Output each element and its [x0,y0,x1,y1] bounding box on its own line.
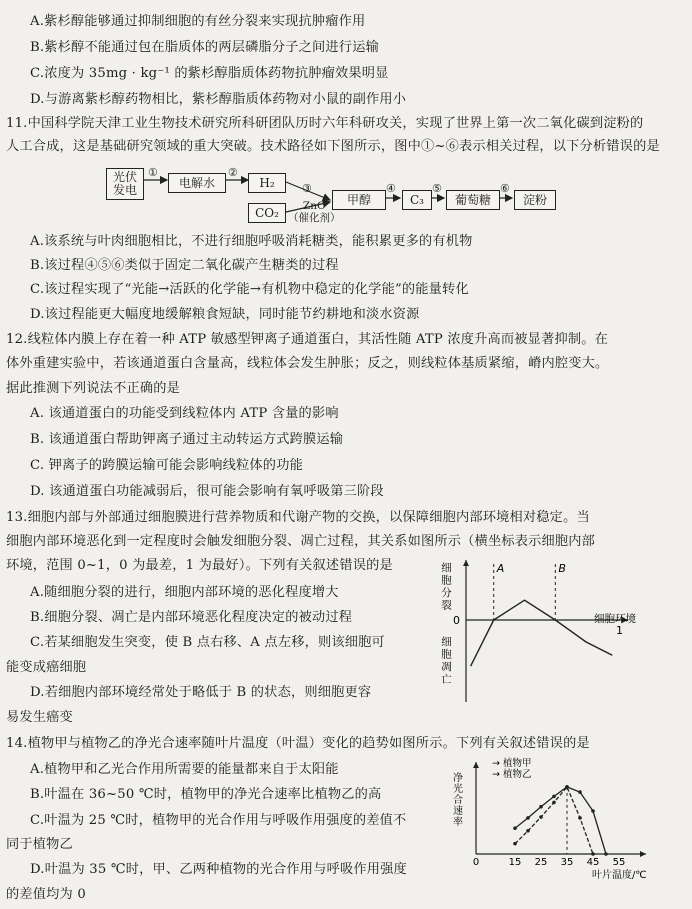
step-3: ③ [302,182,312,195]
point-jia-45 [591,809,595,813]
q10-option-a: A.紫杉醇能够通过抑制细胞的有丝分裂来实现抗肿瘤作用 [30,14,366,29]
catalyst-label: ZnO （催化剂） [288,200,341,224]
series-plant-jia [515,787,606,854]
q14-option-d-line-2: 的差值均为 0 [6,887,86,902]
q14-option-a: A.植物甲和乙光合作用所需要的能量都来自于太阳能 [30,762,339,777]
point-yi-20 [526,829,530,833]
point-yi-15 [513,842,517,846]
y-axis-label: 净光合速率 [450,772,462,827]
q13-chart [426,556,642,706]
point-yi-30 [552,801,556,805]
q10-option-b: B.紫杉醇不能通过包在脂质体的两层磷脂分子之间进行运输 [30,40,379,55]
point-jia-30 [552,795,556,799]
point-jia-20 [526,816,530,820]
q11-option-c: C.该过程实现了“光能→活跃的化学能→有机物中稳定的化学能”的能量转化 [30,282,469,297]
q11-stem-line-1: 11.中国科学院天津工业生物技术研究所科研团队历时六年科研攻关，实现了世界上第一次二氧化碳到淀粉的 [6,116,644,131]
node-h2: H₂ [248,173,286,193]
step-1: ① [148,166,158,179]
node-glucose: 葡萄糖 [446,190,500,210]
q14-chart [452,758,662,882]
q12-stem-line-3: 据此推测下列说法不正确的是 [6,381,181,396]
node-photovoltaic: 光伏 发电 [106,168,144,200]
q14-option-b: B.叶温在 36~50 ℃时，植物甲的净光合速率比植物乙的高 [30,787,382,802]
q12-stem-line-2: 体外重建实验中，若该通道蛋白含量高，线粒体会发生肿胀；反之，则线粒体基质紧缩，嵴内腔变大。 [6,356,609,371]
q14-option-d-line-1: D.叶温为 35 ℃时，甲、乙两种植物的光合作用与呼吸作用强度 [30,862,407,877]
node-methanol: 甲醇 [332,190,386,210]
q13-curve [471,600,613,666]
node-starch: 淀粉 [514,190,556,210]
node-electrolysis: 电解水 [168,173,226,193]
point-b-label: B [558,562,566,575]
legend-yi: → 植物乙 [492,769,532,780]
q10-option-d: D.与游离紫杉醇药物相比，紫杉醇脂质体药物对小鼠的副作用小 [30,92,407,107]
step-6: ⑥ [500,182,510,195]
point-jia-25 [539,805,543,809]
y-axis-arrow [473,762,479,768]
legend-jia: → 植物甲 [492,758,532,769]
x-tick-35: 35 [560,857,574,868]
q13-option-c-line-1: C.若某细胞发生突变，使 B 点右移、A 点左移，则该细胞可 [30,635,385,650]
point-jia-50 [604,852,608,856]
node-co2: CO₂ [248,203,286,223]
point-yi-40 [578,816,582,820]
point-yi-35 [565,785,569,789]
x-tick-15: 15 [508,857,522,868]
q12-option-b: B. 该通道蛋白帮助钾离子通过主动转运方式跨膜运输 [30,432,344,447]
q13-option-c-line-2: 能变成癌细胞 [6,660,87,675]
q11-option-b: B.该过程④⑤⑥类似于固定二氧化碳产生糖类的过程 [30,258,339,273]
q11-option-d: D.该过程能更大幅度地缓解粮食短缺，同时能节约耕地和淡水资源 [30,307,420,322]
y-label-division: 细胞分裂 [440,562,452,612]
q12-option-a: A. 该通道蛋白的功能受到线粒体内 ATP 含量的影响 [30,406,339,421]
q10-option-c: C.浓度为 35mg · kg⁻¹ 的紫杉醇脂质体药物抗肿瘤效果明显 [30,66,389,81]
q11-stem-line-2: 人工合成，这是基础研究领域的重大突破。技术路径如下图所示，图中①~⑥表示相关过程，以下分析错误的是 [6,139,660,154]
x-tick-45: 45 [586,857,600,868]
q13-option-b: B.细胞分裂、凋亡是内部环境恶化程度决定的被动过程 [30,610,353,625]
x-tick-55: 55 [612,857,626,868]
q12-stem-line-1: 12.线粒体内膜上存在着一种 ATP 敏感型钾离子通道蛋白，其活性随 ATP 浓度升高而被显著抑制。在 [6,332,609,347]
x-axis-arrow [640,851,646,857]
y-label-apoptosis: 细胞凋亡 [440,636,452,686]
q13-stem-line-3: 环境，范围 0~1，0 为最差，1 为最好）。下列有关叙述错误的是 [6,558,393,573]
y-axis-arrow [463,560,469,566]
q12-option-c: C. 钾离子的跨膜运输可能会影响线粒体的功能 [30,458,303,473]
q13-stem-line-1: 13.细胞内部与外部通过细胞膜进行营养物质和代谢产物的交换，以保障细胞内部环境相对稳定。当 [6,510,590,525]
q13-option-a: A.随细胞分裂的进行，细胞内部环境的恶化程度增大 [30,585,339,600]
q14-option-c-line-2: 同于植物乙 [6,837,73,852]
point-jia-15 [513,826,517,830]
point-jia-40 [578,790,582,794]
point-yi-25 [539,815,543,819]
q14-stem: 14.植物甲与植物乙的净光合速率随叶片温度（叶温）变化的趋势如图所示。下列有关叙述错误的是 [6,736,590,751]
point-yi-45 [591,852,595,856]
tick-label-0: 0 [453,614,460,627]
q13-option-d-line-1: D.若细胞内部环境经常处于略低于 B 的状态，则细胞更容 [30,685,372,700]
step-5: ⑤ [432,182,442,195]
node-c3: C₃ [402,190,432,210]
q13-option-d-line-2: 易发生癌变 [6,710,73,725]
point-a-label: A [496,562,505,575]
x-tick-0: 0 [472,857,480,868]
q11-option-a: A.该系统与叶肉细胞相比，不进行细胞呼吸消耗糖类，能积累更多的有机物 [30,234,473,249]
tick-label-1: 1 [616,624,623,637]
q14-option-c-line-1: C.叶温为 25 ℃时，植物甲的光合作用与呼吸作用强度的差值不 [30,813,407,828]
x-axis-label: 叶片温度/℃ [592,870,647,881]
x-axis-label: 细胞环境 [594,613,636,625]
step-4: ④ [386,182,396,195]
step-2: ② [228,166,238,179]
q12-option-d: D. 该通道蛋白功能减弱后，很可能会影响有氧呼吸第三阶段 [30,484,384,499]
q13-stem-line-2: 细胞内部环境恶化到一定程度时会触发细胞分裂、凋亡过程，其关系如图所示（横坐标表示细胞内部 [6,534,596,549]
x-tick-25: 25 [534,857,548,868]
